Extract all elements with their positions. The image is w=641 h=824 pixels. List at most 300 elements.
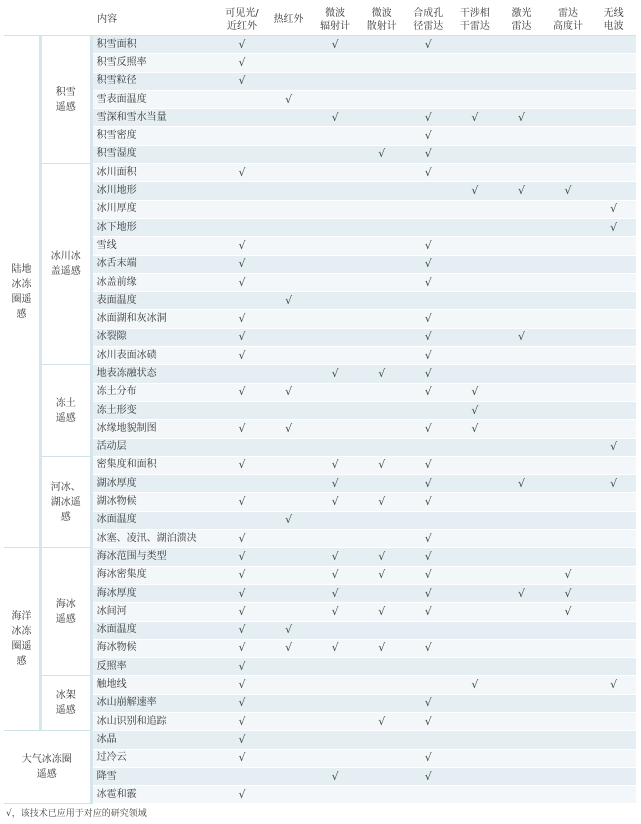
empty-cell	[545, 530, 592, 548]
empty-cell	[265, 493, 312, 511]
subcategory-label: 河冰、 湖冰遥 感	[40, 456, 91, 547]
empty-cell	[498, 456, 545, 474]
empty-cell	[358, 255, 405, 273]
empty-cell	[265, 401, 312, 419]
table-row	[4, 310, 636, 328]
empty-cell	[452, 438, 499, 456]
check-mark-icon: √	[405, 383, 452, 401]
empty-cell	[498, 493, 545, 511]
check-mark-icon: √	[219, 530, 266, 548]
check-mark-icon: √	[312, 36, 359, 54]
empty-cell	[545, 347, 592, 365]
empty-cell	[591, 255, 636, 273]
empty-cell	[591, 712, 636, 730]
empty-cell	[312, 127, 359, 145]
empty-cell	[498, 767, 545, 785]
empty-cell	[265, 365, 312, 383]
empty-cell	[545, 383, 592, 401]
empty-cell	[358, 731, 405, 749]
empty-cell	[545, 420, 592, 438]
empty-cell	[358, 621, 405, 639]
empty-cell	[452, 164, 499, 182]
content-item: 冰雹和霰	[91, 786, 219, 804]
content-item: 冻土分布	[91, 383, 219, 401]
empty-cell	[498, 621, 545, 639]
empty-cell	[219, 182, 266, 200]
empty-cell	[219, 218, 266, 236]
empty-cell	[265, 438, 312, 456]
empty-cell	[545, 548, 592, 566]
empty-cell	[405, 200, 452, 218]
empty-cell	[265, 786, 312, 804]
empty-cell	[545, 438, 592, 456]
empty-cell	[219, 511, 266, 529]
table-row	[4, 72, 636, 90]
empty-cell	[452, 731, 499, 749]
content-item: 海冰范围与类型	[91, 548, 219, 566]
content-item: 冰塞、凌汛、湖泊溃决	[91, 530, 219, 548]
empty-cell	[405, 218, 452, 236]
check-mark-icon: √	[219, 786, 266, 804]
empty-cell	[452, 749, 499, 767]
check-mark-icon: √	[312, 548, 359, 566]
check-mark-icon: √	[265, 383, 312, 401]
empty-cell	[265, 164, 312, 182]
check-mark-icon: √	[312, 584, 359, 602]
table-row	[4, 731, 636, 749]
check-mark-icon: √	[219, 36, 266, 54]
empty-cell	[498, 548, 545, 566]
empty-cell	[498, 273, 545, 291]
content-item: 冰晶	[91, 731, 219, 749]
empty-cell	[591, 731, 636, 749]
check-mark-icon: √	[405, 164, 452, 182]
check-mark-icon: √	[219, 54, 266, 72]
check-mark-icon: √	[358, 365, 405, 383]
check-mark-icon: √	[452, 676, 499, 694]
table-row	[4, 347, 636, 365]
check-mark-icon: √	[405, 603, 452, 621]
empty-cell	[219, 109, 266, 127]
table-row	[4, 530, 636, 548]
empty-cell	[545, 786, 592, 804]
check-mark-icon: √	[405, 584, 452, 602]
check-mark-icon: √	[358, 548, 405, 566]
empty-cell	[358, 237, 405, 255]
empty-cell	[358, 200, 405, 218]
empty-cell	[452, 456, 499, 474]
empty-cell	[312, 292, 359, 310]
table-row	[4, 401, 636, 419]
empty-cell	[452, 658, 499, 676]
empty-cell	[545, 54, 592, 72]
empty-cell	[591, 456, 636, 474]
check-mark-icon: √	[219, 639, 266, 657]
empty-cell	[498, 365, 545, 383]
table-row	[4, 548, 636, 566]
empty-cell	[591, 603, 636, 621]
check-mark-icon: √	[498, 109, 545, 127]
header-tech-radar-altimeter: 雷达 高度计	[545, 4, 592, 36]
check-mark-icon: √	[358, 493, 405, 511]
check-mark-icon: √	[312, 365, 359, 383]
check-mark-icon: √	[498, 182, 545, 200]
empty-cell	[452, 72, 499, 90]
empty-cell	[452, 365, 499, 383]
empty-cell	[265, 273, 312, 291]
empty-cell	[219, 200, 266, 218]
subcategory-label: 积雪 遥感	[40, 36, 91, 164]
empty-cell	[498, 237, 545, 255]
content-item: 冰面湖和灰冰洞	[91, 310, 219, 328]
header-tech-thermal-ir: 热红外	[265, 4, 312, 36]
empty-cell	[591, 767, 636, 785]
table-row	[4, 694, 636, 712]
empty-cell	[498, 127, 545, 145]
empty-cell	[452, 639, 499, 657]
check-mark-icon: √	[265, 90, 312, 108]
table-row	[4, 493, 636, 511]
check-mark-icon: √	[591, 438, 636, 456]
empty-cell	[312, 401, 359, 419]
empty-cell	[358, 127, 405, 145]
empty-cell	[452, 36, 499, 54]
content-item: 冰舌末端	[91, 255, 219, 273]
empty-cell	[312, 658, 359, 676]
table-row	[4, 54, 636, 72]
content-item: 雪表面温度	[91, 90, 219, 108]
table-row	[4, 182, 636, 200]
subcategory-label: 冰川冰 盖遥感	[40, 164, 91, 365]
empty-cell	[312, 273, 359, 291]
empty-cell	[358, 767, 405, 785]
empty-cell	[265, 127, 312, 145]
empty-cell	[358, 749, 405, 767]
table-body	[4, 36, 636, 804]
check-mark-icon: √	[405, 145, 452, 163]
table-row	[4, 420, 636, 438]
empty-cell	[545, 456, 592, 474]
empty-cell	[265, 658, 312, 676]
empty-cell	[591, 90, 636, 108]
table-row	[4, 145, 636, 163]
empty-cell	[219, 292, 266, 310]
empty-cell	[312, 731, 359, 749]
empty-cell	[591, 694, 636, 712]
content-item: 反照率	[91, 658, 219, 676]
empty-cell	[591, 383, 636, 401]
empty-cell	[312, 72, 359, 90]
empty-cell	[591, 54, 636, 72]
empty-cell	[358, 694, 405, 712]
check-mark-icon: √	[219, 255, 266, 273]
check-mark-icon: √	[405, 493, 452, 511]
check-mark-icon: √	[405, 694, 452, 712]
content-item: 冰川面积	[91, 164, 219, 182]
empty-cell	[265, 456, 312, 474]
check-mark-icon: √	[219, 164, 266, 182]
empty-cell	[405, 90, 452, 108]
empty-cell	[312, 237, 359, 255]
check-mark-icon: √	[312, 475, 359, 493]
table-row	[4, 767, 636, 785]
empty-cell	[358, 658, 405, 676]
empty-cell	[498, 749, 545, 767]
check-mark-icon: √	[405, 456, 452, 474]
content-item: 海冰密集度	[91, 566, 219, 584]
empty-cell	[405, 676, 452, 694]
empty-cell	[265, 749, 312, 767]
empty-cell	[545, 218, 592, 236]
empty-cell	[545, 36, 592, 54]
empty-cell	[545, 676, 592, 694]
check-mark-icon: √	[312, 767, 359, 785]
empty-cell	[265, 54, 312, 72]
empty-cell	[312, 420, 359, 438]
empty-cell	[452, 475, 499, 493]
check-mark-icon: √	[405, 127, 452, 145]
header-tech-insar: 干涉相 干雷达	[452, 4, 499, 36]
empty-cell	[498, 164, 545, 182]
empty-cell	[358, 182, 405, 200]
empty-cell	[358, 584, 405, 602]
empty-cell	[498, 438, 545, 456]
table-row	[4, 383, 636, 401]
empty-cell	[591, 621, 636, 639]
empty-cell	[452, 603, 499, 621]
empty-cell	[312, 438, 359, 456]
empty-cell	[591, 109, 636, 127]
empty-cell	[219, 401, 266, 419]
empty-cell	[358, 36, 405, 54]
header-tech-sar: 合成孔 径雷达	[405, 4, 452, 36]
empty-cell	[312, 621, 359, 639]
empty-cell	[591, 639, 636, 657]
content-item: 表面温度	[91, 292, 219, 310]
content-item: 冰山崩解速率	[91, 694, 219, 712]
empty-cell	[498, 72, 545, 90]
check-mark-icon: √	[405, 365, 452, 383]
empty-cell	[452, 511, 499, 529]
empty-cell	[545, 328, 592, 346]
empty-cell	[405, 54, 452, 72]
header-tech-microwave-radiometer: 微波 辐射计	[312, 4, 359, 36]
content-item: 积雪面积	[91, 36, 219, 54]
check-mark-icon: √	[452, 109, 499, 127]
empty-cell	[498, 530, 545, 548]
empty-cell	[498, 200, 545, 218]
header-tech-radio-wave: 无线 电波	[591, 4, 636, 36]
empty-cell	[358, 109, 405, 127]
table-row	[4, 255, 636, 273]
table-row	[4, 365, 636, 383]
table-row	[4, 749, 636, 767]
check-mark-icon: √	[265, 621, 312, 639]
empty-cell	[545, 475, 592, 493]
empty-cell	[358, 676, 405, 694]
empty-cell	[591, 328, 636, 346]
empty-cell	[545, 273, 592, 291]
empty-cell	[265, 530, 312, 548]
empty-cell	[358, 273, 405, 291]
check-mark-icon: √	[405, 749, 452, 767]
empty-cell	[312, 182, 359, 200]
empty-cell	[452, 548, 499, 566]
check-mark-icon: √	[219, 621, 266, 639]
table-row	[4, 456, 636, 474]
empty-cell	[312, 676, 359, 694]
empty-cell	[405, 786, 452, 804]
empty-cell	[545, 401, 592, 419]
check-mark-icon: √	[219, 731, 266, 749]
check-mark-icon: √	[219, 328, 266, 346]
check-mark-icon: √	[545, 566, 592, 584]
check-mark-icon: √	[219, 548, 266, 566]
content-item: 地表冻融状态	[91, 365, 219, 383]
empty-cell	[219, 127, 266, 145]
empty-cell	[498, 676, 545, 694]
empty-cell	[591, 310, 636, 328]
check-mark-icon: √	[312, 109, 359, 127]
content-item: 冰面温度	[91, 511, 219, 529]
empty-cell	[312, 383, 359, 401]
check-mark-icon: √	[452, 420, 499, 438]
empty-cell	[452, 347, 499, 365]
empty-cell	[452, 530, 499, 548]
table-row	[4, 438, 636, 456]
empty-cell	[498, 292, 545, 310]
check-mark-icon: √	[498, 475, 545, 493]
empty-cell	[405, 621, 452, 639]
empty-cell	[498, 90, 545, 108]
empty-cell	[219, 145, 266, 163]
empty-cell	[452, 493, 499, 511]
empty-cell	[591, 658, 636, 676]
category-label: 海洋 冰冻 圈遥 感	[4, 548, 40, 731]
check-mark-icon: √	[219, 273, 266, 291]
check-mark-icon: √	[405, 475, 452, 493]
empty-cell	[545, 621, 592, 639]
table-row	[4, 603, 636, 621]
empty-cell	[452, 54, 499, 72]
empty-cell	[265, 109, 312, 127]
table-row	[4, 584, 636, 602]
empty-cell	[358, 438, 405, 456]
table-row	[4, 90, 636, 108]
empty-cell	[545, 694, 592, 712]
empty-cell	[591, 548, 636, 566]
empty-cell	[219, 475, 266, 493]
empty-cell	[452, 273, 499, 291]
check-mark-icon: √	[452, 383, 499, 401]
check-mark-icon: √	[219, 310, 266, 328]
empty-cell	[591, 365, 636, 383]
check-mark-icon: √	[219, 566, 266, 584]
content-item: 海冰厚度	[91, 584, 219, 602]
table-row	[4, 273, 636, 291]
check-mark-icon: √	[498, 328, 545, 346]
remote-sensing-table	[4, 4, 636, 804]
empty-cell	[265, 328, 312, 346]
empty-cell	[452, 584, 499, 602]
check-mark-icon: √	[265, 511, 312, 529]
empty-cell	[405, 511, 452, 529]
empty-cell	[498, 420, 545, 438]
content-item: 冰川地形	[91, 182, 219, 200]
empty-cell	[358, 511, 405, 529]
check-mark-icon: √	[219, 383, 266, 401]
check-mark-icon: √	[219, 72, 266, 90]
empty-cell	[358, 292, 405, 310]
check-mark-icon: √	[405, 255, 452, 273]
empty-cell	[219, 365, 266, 383]
empty-cell	[265, 475, 312, 493]
content-item: 触地线	[91, 676, 219, 694]
table-row	[4, 328, 636, 346]
table-row	[4, 786, 636, 804]
empty-cell	[591, 493, 636, 511]
check-mark-icon: √	[358, 456, 405, 474]
empty-cell	[498, 694, 545, 712]
empty-cell	[219, 438, 266, 456]
empty-cell	[498, 310, 545, 328]
empty-cell	[452, 767, 499, 785]
check-mark-icon: √	[219, 493, 266, 511]
table-row	[4, 676, 636, 694]
check-mark-icon: √	[452, 182, 499, 200]
check-mark-icon: √	[545, 603, 592, 621]
check-mark-icon: √	[545, 584, 592, 602]
empty-cell	[545, 90, 592, 108]
empty-cell	[591, 164, 636, 182]
empty-cell	[498, 255, 545, 273]
header-content: 内容	[91, 4, 219, 36]
empty-cell	[312, 90, 359, 108]
empty-cell	[312, 145, 359, 163]
check-mark-icon: √	[405, 273, 452, 291]
table-row	[4, 621, 636, 639]
empty-cell	[358, 218, 405, 236]
empty-cell	[312, 218, 359, 236]
empty-cell	[591, 584, 636, 602]
content-item: 冰山识别和追踪	[91, 712, 219, 730]
empty-cell	[265, 712, 312, 730]
check-mark-icon: √	[219, 603, 266, 621]
empty-cell	[405, 401, 452, 419]
empty-cell	[312, 712, 359, 730]
check-mark-icon: √	[405, 347, 452, 365]
category-label: 陆地 冰冻 圈遥 感	[4, 36, 40, 548]
empty-cell	[545, 255, 592, 273]
check-mark-icon: √	[219, 237, 266, 255]
empty-cell	[358, 310, 405, 328]
empty-cell	[358, 420, 405, 438]
empty-cell	[545, 511, 592, 529]
empty-cell	[591, 182, 636, 200]
empty-cell	[591, 511, 636, 529]
empty-cell	[219, 767, 266, 785]
table-row	[4, 475, 636, 493]
header-blank-category	[4, 4, 40, 36]
check-mark-icon: √	[219, 584, 266, 602]
check-mark-icon: √	[452, 401, 499, 419]
empty-cell	[358, 164, 405, 182]
header-blank-subcategory	[40, 4, 91, 36]
empty-cell	[545, 365, 592, 383]
empty-cell	[358, 383, 405, 401]
empty-cell	[545, 749, 592, 767]
table-row	[4, 36, 636, 54]
